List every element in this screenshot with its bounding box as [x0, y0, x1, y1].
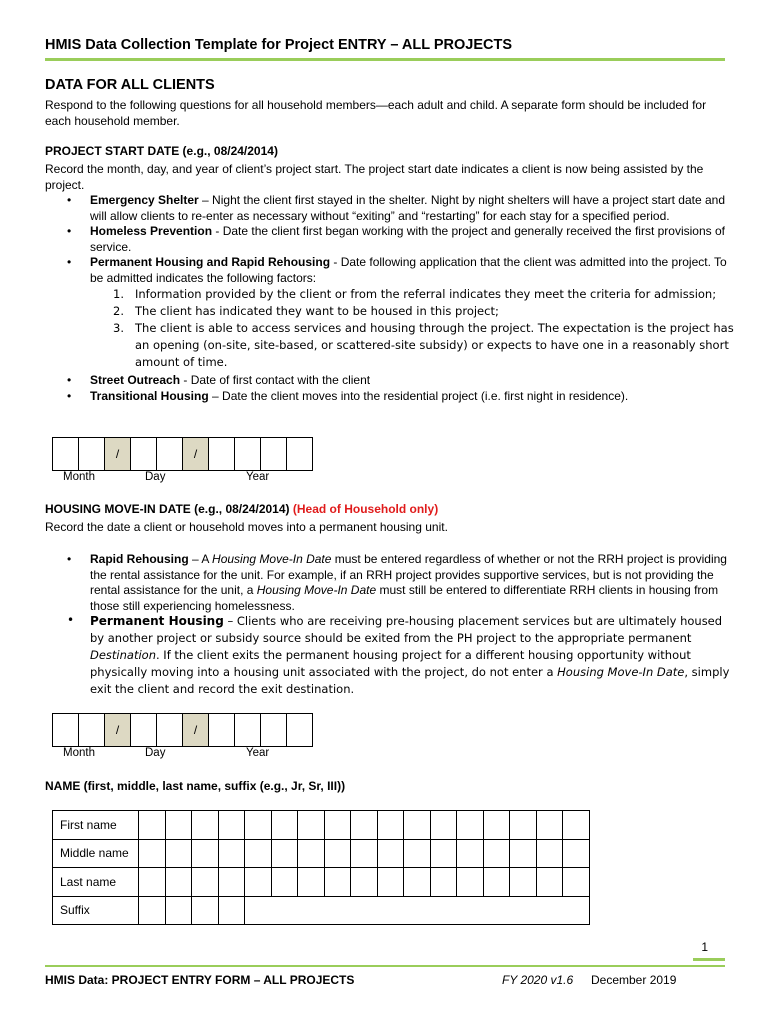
name-cell[interactable] — [377, 839, 404, 868]
date-cell[interactable] — [157, 714, 183, 747]
date-cell[interactable] — [209, 714, 235, 747]
name-cell[interactable] — [457, 868, 484, 897]
name-cell[interactable] — [165, 839, 192, 868]
date-cell[interactable] — [157, 438, 183, 471]
bullet-permanent-housing: • Permanent Housing and Rapid Rehousing - Date following application that the client was admitted into the project. To be admitted indicates the following factors: — [67, 255, 727, 285]
name-row — [53, 868, 590, 897]
bullet-homeless-prevention: • Homeless Prevention - Date the client first began working with the project and generally received the first provisions of service. — [67, 224, 725, 254]
date-separator: / — [105, 438, 131, 471]
date-separator: / — [105, 714, 131, 747]
name-cell[interactable] — [404, 811, 431, 840]
name-cell[interactable] — [430, 811, 457, 840]
name-cell[interactable] — [483, 839, 510, 868]
name-cell[interactable] — [457, 811, 484, 840]
move-in-desc: Record the date a client or household moves into a permanent housing unit. — [45, 520, 448, 534]
name-cell[interactable] — [139, 839, 166, 868]
date-cell[interactable] — [235, 714, 261, 747]
footer-rule — [45, 965, 725, 967]
name-cell[interactable] — [536, 811, 563, 840]
name-cell[interactable] — [483, 811, 510, 840]
date-cell[interactable] — [261, 438, 287, 471]
name-cell[interactable] — [377, 868, 404, 897]
name-cell[interactable] — [457, 839, 484, 868]
date-cell[interactable] — [131, 438, 157, 471]
factor-item: 2. The client has indicated they want to be housed in this project; — [113, 304, 499, 318]
name-cell[interactable] — [271, 868, 298, 897]
page-number-rule — [693, 958, 725, 961]
name-cell[interactable] — [563, 868, 590, 897]
name-cell[interactable] — [192, 811, 219, 840]
name-cell[interactable] — [430, 839, 457, 868]
date-separator: / — [183, 714, 209, 747]
name-cell[interactable] — [139, 811, 166, 840]
name-cell[interactable] — [510, 868, 537, 897]
name-cell[interactable] — [271, 811, 298, 840]
name-cell[interactable] — [218, 839, 245, 868]
name-cell[interactable] — [430, 868, 457, 897]
name-cell[interactable] — [536, 839, 563, 868]
name-cell[interactable] — [165, 896, 192, 925]
name-row — [53, 839, 590, 868]
bullet-permanent-housing-movein: • Permanent Housing – Clients who are receiving pre-housing placement services but are ultimately housed by another project or subsidy source should be exited from the PH project to the appropriate permanent Destination. If the client exits the permanent housing project for a different housing opportunity without physically moving into a housing unit associated with the project, do not enter a Housing Move-In Date, simply exit the client and record the exit destination. — [67, 613, 730, 696]
name-cell[interactable] — [351, 811, 378, 840]
year-label: Year — [246, 747, 270, 759]
name-cell[interactable] — [510, 839, 537, 868]
name-heading: NAME (first, middle, last name, suffix (e.g., Jr, Sr, III)) — [45, 779, 346, 793]
name-row-label: First name — [53, 811, 139, 840]
name-cell[interactable] — [563, 839, 590, 868]
name-row-label: Last name — [53, 868, 139, 897]
month-label: Month — [63, 471, 95, 483]
name-cell[interactable] — [298, 811, 325, 840]
date-cell[interactable] — [53, 438, 79, 471]
date-cell[interactable] — [131, 714, 157, 747]
name-cell[interactable] — [536, 868, 563, 897]
move-in-date-entry-box — [52, 713, 313, 747]
bullet-street-outreach: • Street Outreach - Date of first contact with the client — [67, 373, 371, 387]
bullet-transitional-housing: • Transitional Housing – Date the client moves into the residential project (i.e. first night in residence). — [67, 388, 629, 403]
name-cell[interactable] — [192, 868, 219, 897]
name-cell[interactable] — [218, 811, 245, 840]
year-label: Year — [246, 471, 270, 483]
date-separator: / — [183, 438, 209, 471]
start-date-heading: PROJECT START DATE (e.g., 08/24/2014) — [45, 144, 278, 158]
name-cell[interactable] — [298, 839, 325, 868]
factor-item: 1. Information provided by the client or from the referral indicates they meet the criteria for admission; — [113, 287, 717, 301]
date-cell[interactable] — [79, 714, 105, 747]
name-cell[interactable] — [218, 896, 245, 925]
date-cell[interactable] — [287, 714, 313, 747]
name-cell[interactable] — [271, 839, 298, 868]
name-cell[interactable] — [351, 839, 378, 868]
name-cell[interactable] — [245, 811, 272, 840]
start-date-bullets — [45, 193, 735, 404]
name-cell[interactable] — [510, 811, 537, 840]
section-heading: DATA FOR ALL CLIENTS — [45, 77, 215, 93]
move-in-bullets-ph — [45, 613, 735, 698]
name-row-label: Suffix — [53, 896, 139, 925]
move-in-bullets — [45, 552, 735, 614]
date-cell[interactable] — [79, 438, 105, 471]
name-cell[interactable] — [165, 811, 192, 840]
head-of-household-note: (Head of Household only) — [292, 502, 439, 516]
name-row — [53, 811, 590, 840]
footer-version: FY 2020 v1.6 — [502, 973, 574, 987]
name-cell[interactable] — [245, 868, 272, 897]
header-rule — [45, 58, 725, 61]
name-cell[interactable] — [245, 839, 272, 868]
name-cell[interactable] — [404, 839, 431, 868]
date-cell[interactable] — [235, 438, 261, 471]
page-number: 1 — [701, 940, 708, 954]
name-cell[interactable] — [218, 868, 245, 897]
name-cell[interactable] — [563, 811, 590, 840]
name-cell[interactable] — [324, 839, 351, 868]
footer-date: December 2019 — [591, 973, 677, 987]
name-cell[interactable] — [139, 896, 166, 925]
section-intro: Respond to the following questions for all household members—each adult and child. A separate form should be included for each household member. — [45, 98, 707, 128]
name-cell[interactable] — [165, 868, 192, 897]
name-cell[interactable] — [404, 868, 431, 897]
bullet-emergency-shelter: • Emergency Shelter – Night the client first stayed in the shelter. Night by night shelters will have a project start date and will allow clients to re-enter as necessary without “exiting” and “restarting” for each stay for a specified period. — [67, 193, 725, 223]
date-cell[interactable] — [261, 714, 287, 747]
date-cell[interactable] — [209, 438, 235, 471]
factor-item: 3. The client is able to access services and housing through the project. The expectation is the project has an opening (on-site, site-based, or scattered-site subsidy) or expects to have one in a reasonably short amount of time. — [113, 321, 734, 369]
name-cell[interactable] — [192, 896, 219, 925]
name-entry-table — [52, 810, 590, 925]
name-cell[interactable] — [483, 868, 510, 897]
name-row-label: Middle name — [53, 839, 139, 868]
name-cell[interactable] — [192, 839, 219, 868]
name-cell[interactable] — [298, 868, 325, 897]
day-label: Day — [145, 471, 166, 483]
start-date-desc: Record the month, day, and year of client’s project start. The project start date indicates a client is now being assisted by the project. — [45, 162, 704, 192]
name-cell[interactable] — [351, 868, 378, 897]
name-cell[interactable] — [324, 811, 351, 840]
date-cell[interactable] — [53, 714, 79, 747]
start-date-entry-box — [52, 437, 313, 471]
bullet-rapid-rehousing: • Rapid Rehousing – A Housing Move-In Date must be entered regardless of whether or not the RRH project is providing the rental assistance for the unit. For example, if an RRH project provides supportive services, but is not providing the rental assistance for the unit, a Housing Move-In Date must still be entered to differentiate RRH clients in housing from those still experiencing homelessness. — [67, 552, 727, 613]
name-cell[interactable] — [377, 811, 404, 840]
month-label: Month — [63, 747, 95, 759]
suffix-blank-area — [245, 896, 590, 925]
day-label: Day — [145, 747, 166, 759]
page-title: HMIS Data Collection Template for Project ENTRY – ALL PROJECTS — [45, 37, 513, 53]
name-row — [53, 896, 590, 925]
name-cell[interactable] — [324, 868, 351, 897]
move-in-heading: HOUSING MOVE-IN DATE (e.g., 08/24/2014) (Head of Household only) — [45, 502, 439, 516]
name-cell[interactable] — [139, 868, 166, 897]
date-cell[interactable] — [287, 438, 313, 471]
footer-title: HMIS Data: PROJECT ENTRY FORM – ALL PROJECTS — [45, 973, 355, 987]
